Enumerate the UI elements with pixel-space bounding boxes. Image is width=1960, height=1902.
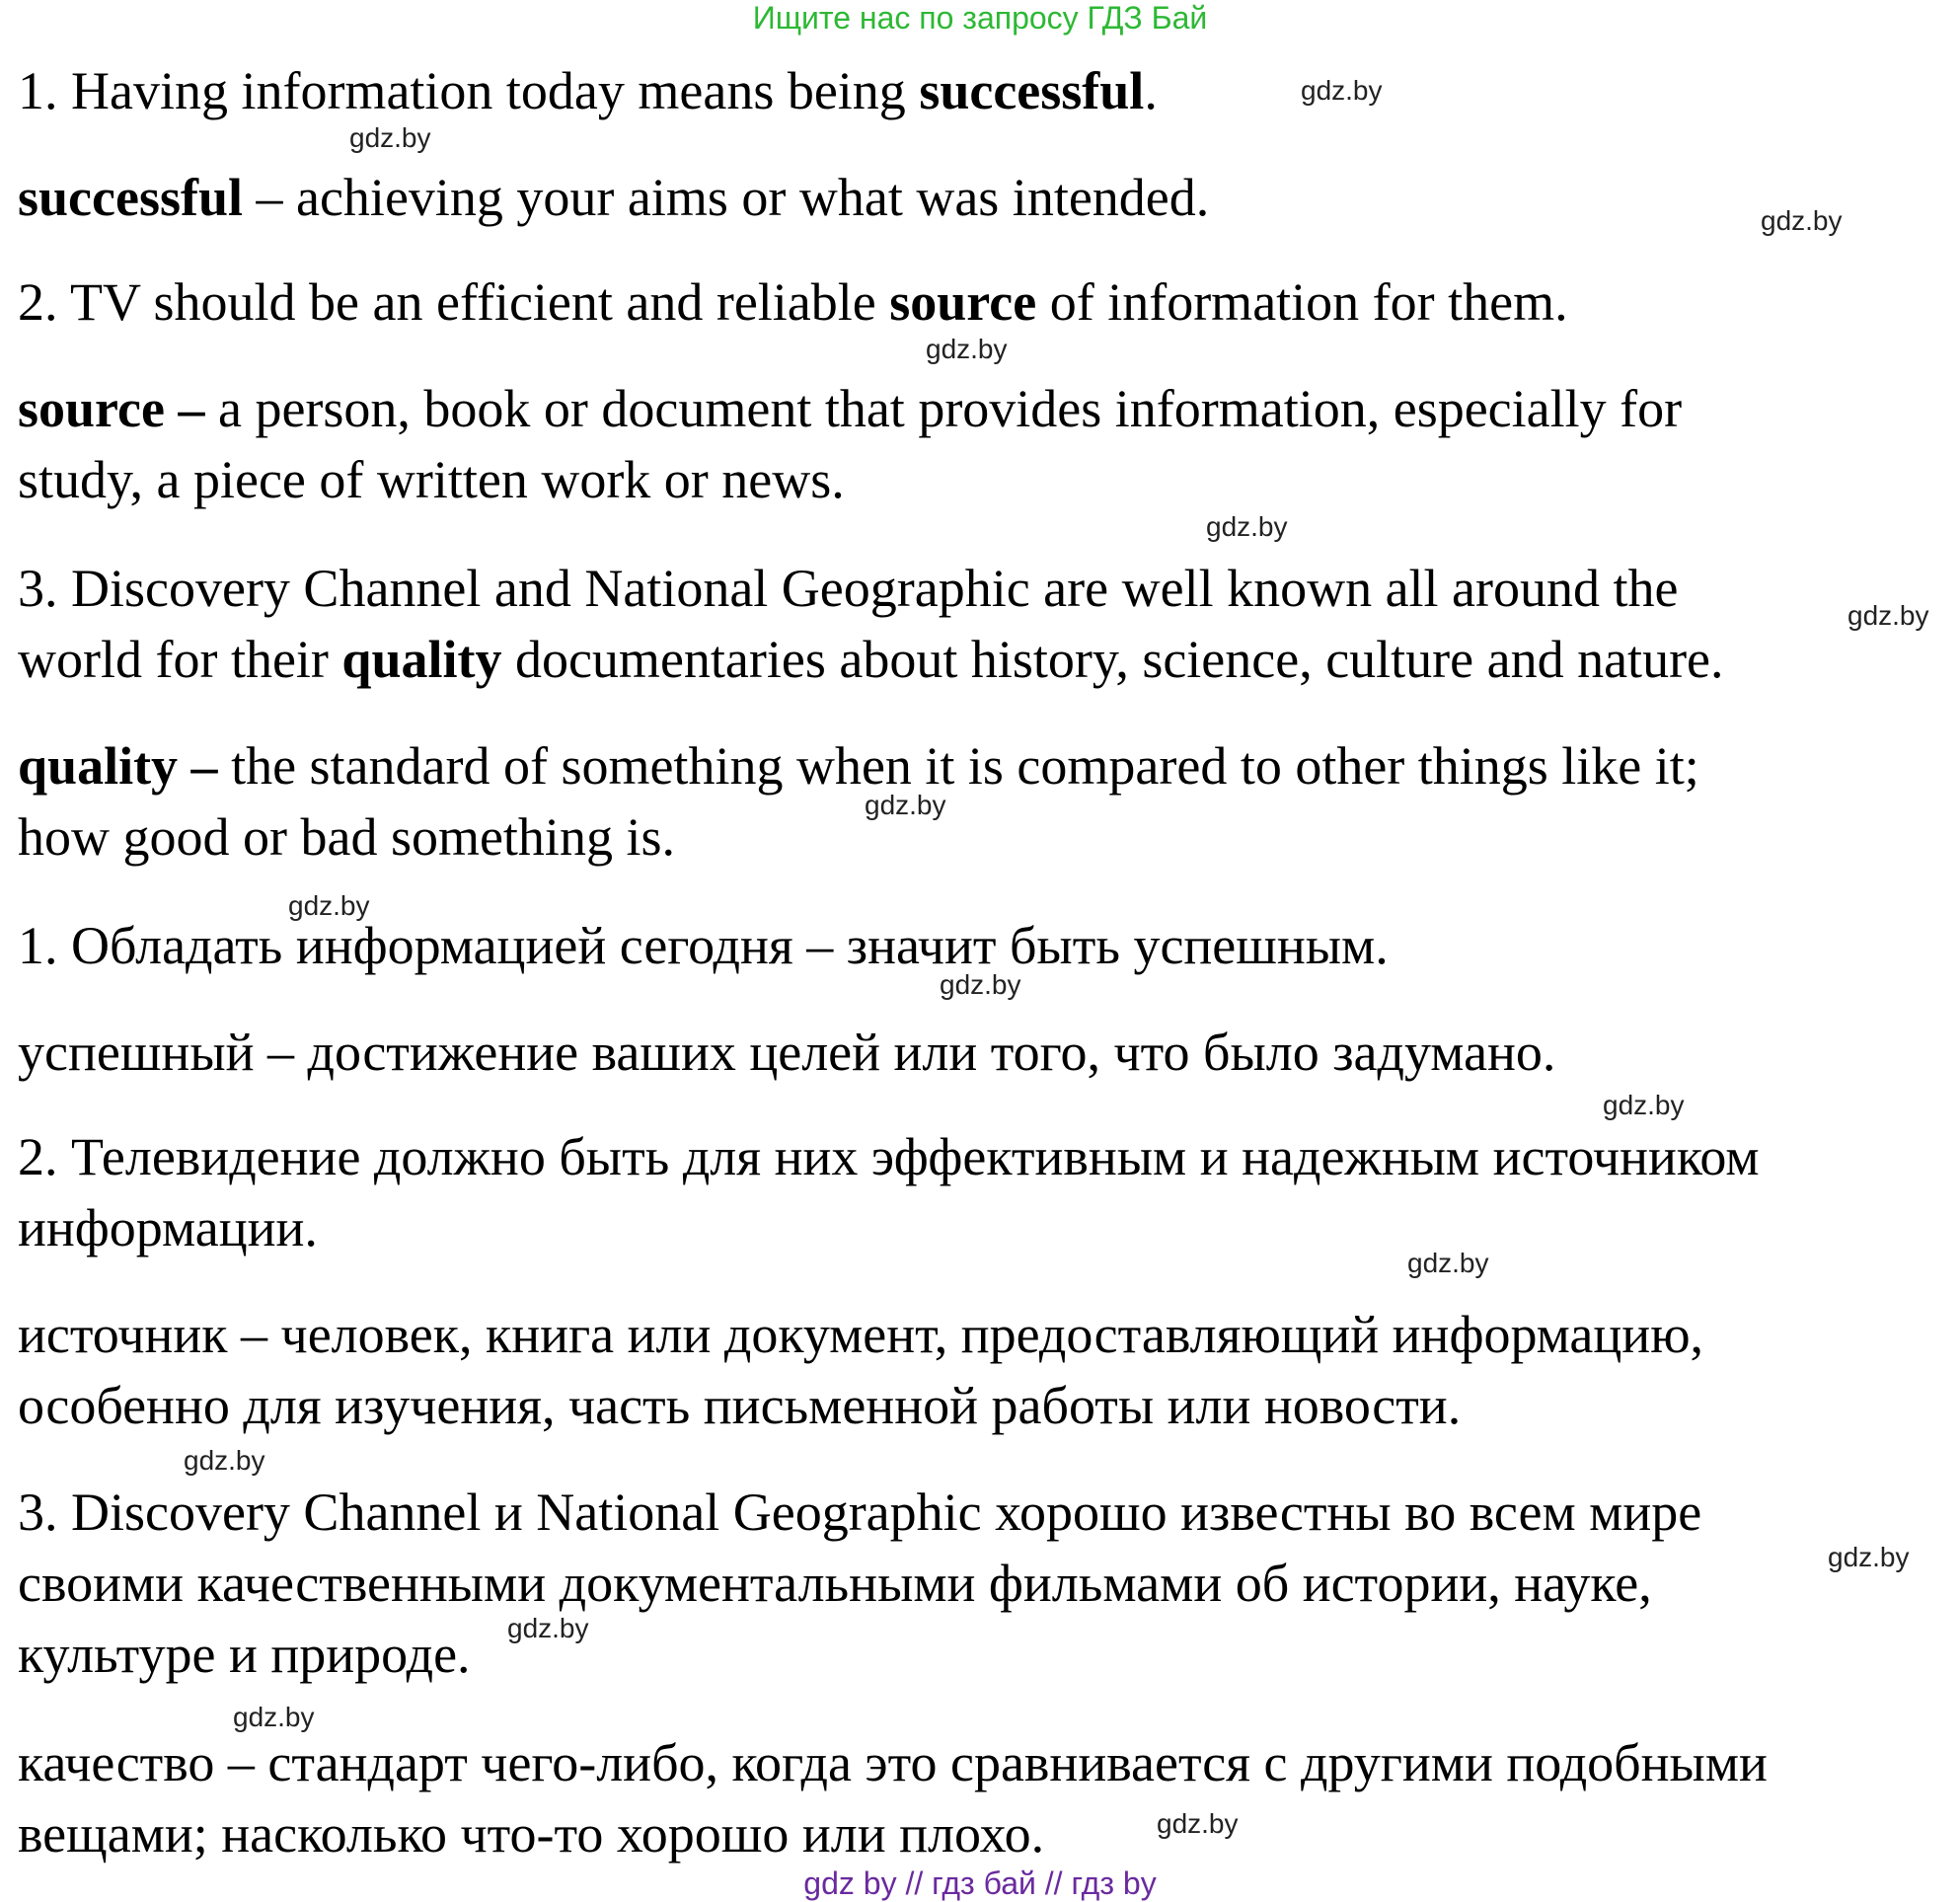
russian-sentence-3-cont: своими качественными документальными фильмами об истории, науке,	[18, 1554, 1652, 1613]
watermark: gdz.by	[926, 334, 1008, 364]
english-sentence-3: 3. Discovery Channel and National Geographic are well known all around the	[18, 559, 1679, 618]
watermark: gdz.by	[940, 969, 1021, 1000]
watermark: gdz.by	[1407, 1248, 1489, 1278]
keyword-source: source	[889, 272, 1037, 332]
watermark: gdz.by	[1828, 1542, 1910, 1572]
russian-sentence-3-cont2: культуре и природе.	[18, 1625, 471, 1684]
russian-sentence-3: 3. Discovery Channel и National Geographic хорошо известны во всем мире	[18, 1483, 1702, 1542]
watermark: gdz.by	[1847, 600, 1929, 631]
english-sentence-2: 2. TV should be an efficient and reliable source of information for them.	[18, 272, 1568, 332]
watermark: gdz.by	[288, 890, 370, 921]
english-definition-2: source – a person, book or document that provides information, especially for	[18, 379, 1683, 438]
watermark: gdz.by	[1206, 511, 1288, 542]
russian-sentence-2: 2. Телевидение должно быть для них эффективным и надежным источником	[18, 1127, 1760, 1186]
watermark: gdz.by	[507, 1613, 589, 1643]
russian-definition-3-cont: вещами; насколько что-то хорошо или плохо.	[18, 1804, 1045, 1864]
keyword-successful: successful	[919, 61, 1145, 120]
watermark: gdz.by	[1301, 75, 1383, 106]
watermark: gdz.by	[865, 790, 946, 820]
watermark: gdz.by	[233, 1702, 315, 1732]
english-sentence-3-cont: world for their quality documentaries about history, science, culture and nature.	[18, 630, 1724, 689]
russian-definition-3: качество – стандарт чего-либо, когда это сравнивается с другими подобными	[18, 1733, 1768, 1792]
russian-definition-1: успешный – достижение ваших целей или того, что было задумано.	[18, 1023, 1556, 1082]
english-sentence-1: 1. Having information today means being successful.	[18, 61, 1158, 120]
watermark: gdz.by	[349, 122, 431, 153]
watermark: gdz.by	[1761, 205, 1843, 236]
english-definition-3-cont: how good or bad something is.	[18, 807, 675, 867]
russian-sentence-2-cont: информации.	[18, 1198, 318, 1257]
term-quality: quality –	[18, 736, 218, 796]
keyword-quality: quality	[341, 630, 502, 689]
english-definition-1: successful – achieving your aims or what was intended.	[18, 168, 1210, 227]
watermark: gdz.by	[1157, 1808, 1239, 1839]
russian-definition-2: источник – человек, книга или документ, предоставляющий информацию,	[18, 1305, 1704, 1364]
russian-definition-2-cont: особенно для изучения, часть письменной работы или новости.	[18, 1376, 1462, 1435]
english-definition-3: quality – the standard of something when it is compared to other things like it;	[18, 736, 1699, 796]
watermark: gdz.by	[184, 1445, 265, 1476]
russian-sentence-1: 1. Обладать информацией сегодня – значит быть успешным.	[18, 916, 1389, 975]
term-source: source –	[18, 379, 205, 438]
header-search-hint: Ищите нас по запросу ГДЗ Бай	[752, 0, 1208, 36]
footer-links: gdz by // гдз бай // гдз by	[803, 1865, 1157, 1901]
english-definition-2-cont: study, a piece of written work or news.	[18, 450, 845, 509]
term-successful: successful	[18, 168, 243, 227]
watermark: gdz.by	[1603, 1090, 1685, 1120]
